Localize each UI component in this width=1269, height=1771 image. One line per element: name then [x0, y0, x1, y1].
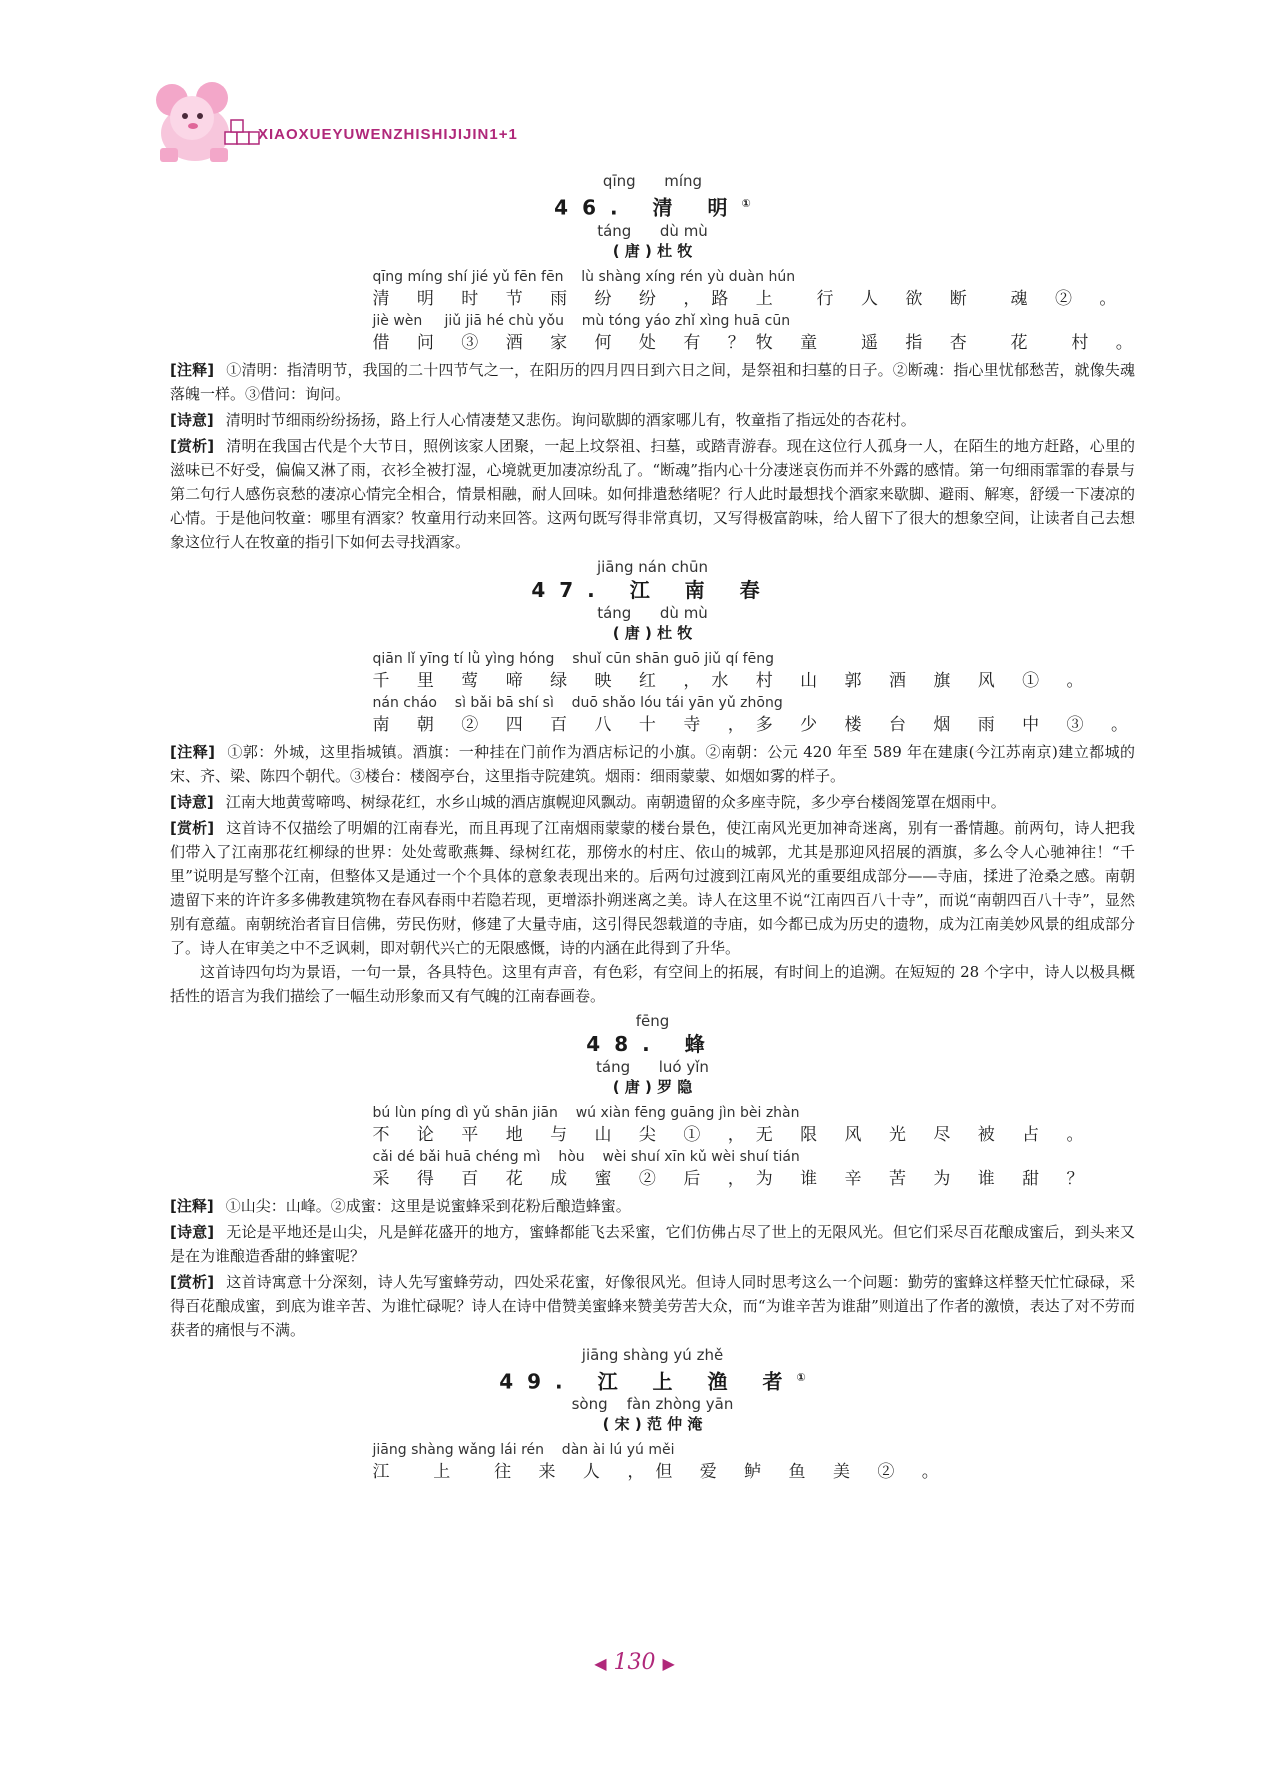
verse-pinyin: jiāng shàng wǎng lái rén dàn ài lú yú měi: [372, 1442, 675, 1459]
author-pinyin: táng dù mù: [597, 221, 708, 240]
appreciation-paragraph: 这首诗四句均为景语，一句一景，各具特色。这里有声音，有色彩，有空间上的拓展，有时间上的追溯。在短短的 28 个字中，诗人以极具概括性的语言为我们描绘了一幅生动形象而又有气魄的江南春画卷。: [170, 962, 1135, 1005]
notes-paragraph: [170, 358, 1135, 406]
meaning-paragraph: [170, 1220, 1135, 1268]
poem-author: ( 宋 ) 范 仲 淹: [602, 1415, 703, 1434]
verse-line: 采 得 百 花 成 蜜 ② 后 ，为 谁 辛 苦 为 谁 甜 ？: [372, 1168, 1095, 1189]
page-number: [0, 1650, 1269, 1675]
appreciation-text: 清明在我国古代是个大节日，照例该家人团聚，一起上坟祭祖、扫墓，或踏青游春。现在这位行人孤身一人，在陌生的地方赶路，心里的滋味已不好受，偏偏又淋了雨，衣衫全被打湿，心境就更加凄凉纷乱了。“断魂”指内心十分凄迷哀伤而并不外露的感情。第一句细雨霏霏的春景与第二句行人感伤哀愁的凄凉心情完全相合，情景相融，耐人回味。如何排遣愁绪呢？行人此时最想找个酒家来歇脚、避雨、解寒，舒缓一下凄凉的心情。于是他问牧童：哪里有酒家？牧童用行动来回答。这两句既写得非常真切，又写得极富韵味，给人留下了很大的想象空间，让读者自己去想象这位行人在牧童的指引下如何去寻找酒家。: [170, 436, 1135, 551]
poem-heading: [170, 1346, 1135, 1436]
poem-title: [170, 576, 1135, 604]
verse-pinyin: qīng míng shí jié yǔ fēn fēn lù shàng xíng rén yù duàn hún: [372, 268, 796, 285]
verse-line: 清 明 时 节 雨 纷 纷 ，路 上 行 人 欲 断 魂 ② 。: [372, 288, 1128, 309]
meaning-label: [诗意]: [170, 1222, 215, 1241]
footnote-marker: ①: [796, 1370, 806, 1384]
series-title: XIAOXUEYUWENZHISHIJIJIN1+1: [258, 126, 518, 143]
appreciation-label: [赏析]: [170, 436, 215, 455]
meaning-text: 清明时节细雨纷纷扬扬，路上行人心情凄楚又悲伤。询问歇脚的酒家哪儿有，牧童指了指远处的杏花村。: [225, 410, 916, 429]
verse-line: 江 上 往 来 人 ，但 爱 鲈 鱼 美 ② 。: [372, 1462, 950, 1483]
notes-label: [注释]: [170, 742, 215, 761]
appreciation-paragraph: [170, 816, 1135, 960]
author-pinyin: sòng fàn zhòng yān: [571, 1395, 734, 1414]
author-pinyin: táng luó yǐn: [596, 1057, 709, 1076]
notes-text: ①山尖：山峰。②成蜜：这里是说蜜蜂采到花粉后酿造蜂蜜。: [225, 1196, 631, 1215]
title-pinyin: jiāng shàng yú zhě: [581, 1345, 724, 1364]
verse-pinyin: jiè wèn jiǔ jiā hé chù yǒu mù tóng yáo zhǐ xìng huā cūn: [372, 312, 791, 329]
meaning-text: 无论是平地还是山尖，凡是鲜花盛开的地方，蜜蜂都能飞去采蜜，它们仿佛占尽了世上的无限风光。但它们采尽百花酿成蜜后，到头来又是在为谁酿造香甜的蜂蜜呢？: [170, 1222, 1135, 1265]
poem-title: [170, 190, 1135, 222]
verse-pinyin: qiān lǐ yīng tí lǜ yìng hóng shuǐ cūn shān guō jiǔ qí fēng: [372, 650, 774, 667]
verse-line: 南 朝 ② 四 百 八 十 寺 ，多 少 楼 台 烟 雨 中 ③ 。: [372, 714, 1139, 735]
title-pinyin: jiāng nán chūn: [596, 557, 709, 576]
right-arrow-icon: ▶: [662, 1654, 675, 1673]
poem-heading: [170, 1012, 1135, 1098]
verse-pinyin: nán cháo sì bǎi bā shí sì duō shǎo lóu tái yān yǔ zhōng: [372, 694, 783, 711]
notes-text: ①清明：指清明节，我国的二十四节气之一，在阳历的四月四日到六日之间，是祭祖和扫墓的日子。②断魂：指心里忧郁愁苦，就像失魂落魄一样。③借问：询问。: [170, 360, 1135, 403]
meaning-paragraph: [170, 408, 1135, 432]
page-header: [140, 78, 1140, 168]
notes-label: [注释]: [170, 1196, 214, 1215]
poem-title-text: 48. 蜂: [586, 1031, 719, 1056]
notes-paragraph: [170, 1194, 1135, 1218]
poem-verses: [372, 1104, 1095, 1192]
meaning-text: 江南大地黄莺啼鸣、树绿花红，水乡山城的酒店旗幌迎风飘动。南朝遗留的众多座寺院，多少亭台楼阁笼罩在烟雨中。: [225, 792, 1006, 811]
verse-line: 不 论 平 地 与 山 尖 ① ，无 限 风 光 尽 被 占 。: [372, 1124, 1095, 1145]
appreciation-paragraph: [170, 1270, 1135, 1342]
poem-title-text: 47. 江 南 春: [531, 577, 774, 602]
page-number-text: 130: [613, 1650, 656, 1675]
author-pinyin: táng dù mù: [597, 603, 708, 622]
left-arrow-icon: ◀: [594, 1654, 607, 1673]
poem-author: ( 唐 ) 杜 牧: [612, 241, 693, 260]
verse-line: 借 问 ③ 酒 家 何 处 有 ？牧 童 遥 指 杏 花 村 。: [372, 332, 1144, 353]
poem-heading: [170, 172, 1135, 262]
notes-paragraph: [170, 740, 1135, 788]
notes-text: ①郭：外城，这里指城镇。酒旗：一种挂在门前作为酒店标记的小旗。②南朝：公元 420 年至 589 年在建康(今江苏南京)建立都城的宋、齐、梁、陈四个朝代。③楼台：楼阁亭台，这里指寺院建筑。烟雨：细雨蒙蒙、如烟如雾的样子。: [170, 742, 1135, 785]
abc-blocks-icon: [224, 118, 260, 146]
meaning-label: [诗意]: [170, 410, 214, 429]
appreciation-paragraph: [170, 434, 1135, 554]
title-pinyin: qīng míng: [602, 172, 703, 190]
verse-pinyin: cǎi dé bǎi huā chéng mì hòu wèi shuí xīn kǔ wèi shuí tián: [372, 1148, 800, 1165]
poem-title-text: 49. 江 上 渔 者: [499, 1369, 797, 1394]
poem-title: [170, 1364, 1135, 1396]
poem-author: ( 唐 ) 杜 牧: [612, 623, 693, 642]
poem-verses: [372, 1441, 950, 1485]
verse-pinyin: bú lùn píng dì yǔ shān jiān wú xiàn fēng guāng jìn bèi zhàn: [372, 1104, 800, 1121]
meaning-paragraph: [170, 790, 1135, 814]
notes-label: [注释]: [170, 360, 215, 379]
poem-title: [170, 1030, 1135, 1058]
poem-author: ( 唐 ) 罗 隐: [612, 1077, 693, 1096]
footnote-marker: ①: [741, 197, 751, 210]
appreciation-text: 这首诗不仅描绘了明媚的江南春光，而且再现了江南烟雨蒙蒙的楼台景色，使江南风光更加神奇迷离，别有一番情趣。前两句，诗人把我们带入了江南那花红柳绿的世界：处处莺歌燕舞、绿树红花，那傍水的村庄、依山的城郭，尤其是那迎风招展的酒旗，多么令人心驰神往！“千里”说明是写整个江南，但整体又是通过一个个具体的意象表现出来的。后两句过渡到江南风光的重要组成部分——寺庙，揉进了沧桑之感。南朝遗留下来的许许多多佛教建筑物在春风春雨中若隐若现，更增添扑朔迷离之美。诗人在这里不说“江南四百八十寺”，而说“南朝四百八十寺”，显然别有意蕴。南朝统治者盲目信佛，劳民伤财，修建了大量寺庙，这引得民怨载道的寺庙，如今都已成为历史的遗物，成为江南美妙风景的组成部分了。诗人在审美之中不乏讽刺，即对朝代兴亡的无限感慨，诗的内涵在此得到了升华。: [170, 818, 1135, 957]
poem-heading: [170, 558, 1135, 644]
poem-title-text: 46. 清 明: [554, 195, 742, 220]
appreciation-label: [赏析]: [170, 1272, 215, 1291]
poem-verses: [372, 268, 1144, 356]
appreciation-label: [赏析]: [170, 818, 215, 837]
appreciation-text: 这首诗寓意十分深刻，诗人先写蜜蜂劳动，四处采花蜜，好像很风光。但诗人同时思考这么一个问题：勤劳的蜜蜂这样整天忙忙碌碌，采得百花酿成蜜，到底为谁辛苦、为谁忙碌呢？诗人在诗中借赞美蜜蜂来赞美劳苦大众，而“为谁辛苦为谁甜”则道出了作者的激愤，表达了对不劳而获者的痛恨与不满。: [170, 1272, 1135, 1339]
title-pinyin: fēng: [635, 1011, 670, 1030]
meaning-label: [诗意]: [170, 792, 214, 811]
verse-line: 千 里 莺 啼 绿 映 红 ，水 村 山 郭 酒 旗 风 ① 。: [372, 670, 1095, 691]
poem-list: [170, 168, 1144, 1485]
poem-verses: [372, 650, 1139, 738]
